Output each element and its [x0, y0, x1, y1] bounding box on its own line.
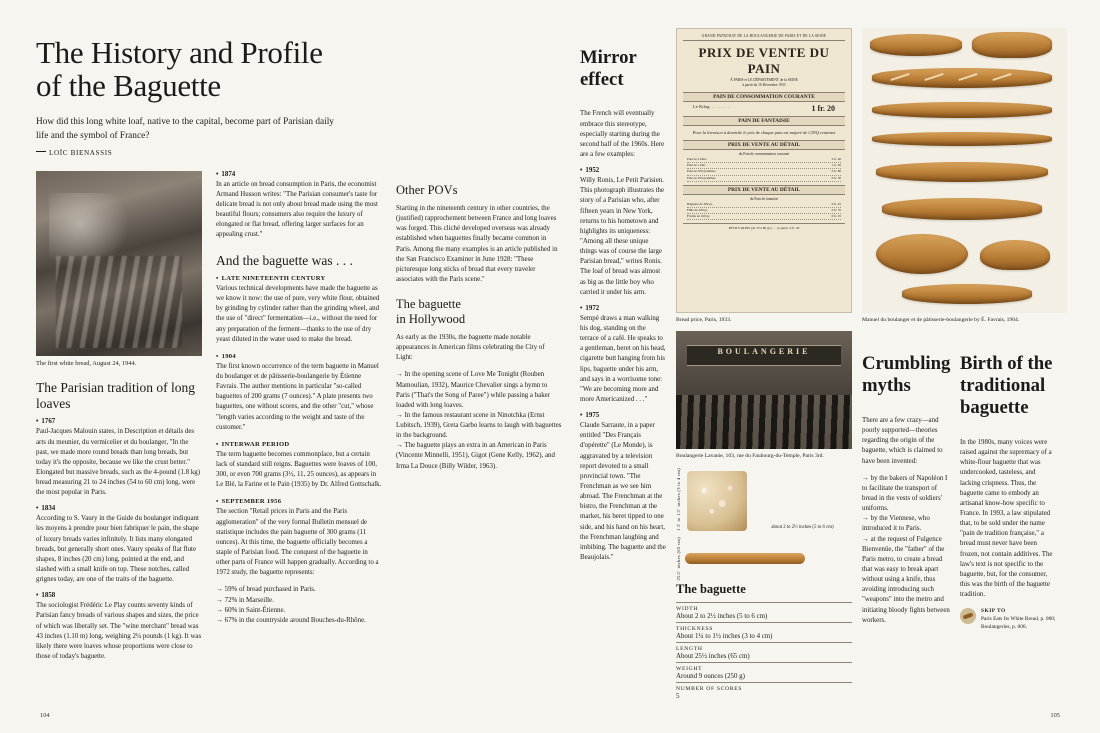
- bakery-archive-photo: [676, 331, 852, 449]
- baguette-cross-section: [687, 471, 747, 531]
- page-title: [36, 36, 552, 102]
- deck-text: How did this long white loaf, native to the capital, become part of Parisian daily life and the symbol of France?: [36, 117, 334, 141]
- right-top-row: [580, 28, 1100, 702]
- myth-item: → at the request of Fulgence Bienvenüe, the "father" of the Paris metro, to create a bread that was easy to break apart without using a knife, thus avoiding introducing such "weapons" into the metro and initiating bloody fights between workers.: [862, 535, 950, 626]
- width-note-wrap: [753, 525, 852, 531]
- baguette-spec-block: [676, 468, 852, 702]
- other-povs-text: Starting in the nineteenth century in other countries, the (justified) rapprochement between France and long loaves was forged. This cliché developed overseas was already established when baguettes finally became common in Paris. Among the many examples is an article published in the San Francisco Examiner in June 1928: "These picturesque long sticks of bread that every traveler associates with the Paris scene.": [396, 205, 558, 284]
- left-column-2: [216, 171, 382, 669]
- was-item-label: • INTERWAR PERIOD: [216, 441, 382, 448]
- poster-price-table: [683, 157, 845, 181]
- folio-left: 104: [40, 712, 50, 719]
- poster-price-value: 1 fr. 20: [811, 104, 835, 114]
- section-heading-other-povs: Other POVs: [396, 182, 458, 197]
- loaf: [872, 132, 1052, 146]
- poster-bar-fantaisie: PAIN DE FANTAISIE: [683, 116, 845, 126]
- poster-bar-detail-1-sub: du Pain de consommation courante: [738, 152, 790, 157]
- birth-column: [960, 335, 1056, 632]
- entry-text: Paul-Jacques Malouin states, in Description et détails des arts du meunier, du vermicelier et du boulanger, "In the past, we made more round breads than long breads, but today it's the opposite, because we like the crust better." Elongated but massive breads, such as the 4-pound (1.8 kg) bread measuring 21 to 24 inches (54 to 60 cm) long, were the most popular in Paris.: [36, 428, 200, 497]
- byline-dash: [36, 151, 46, 152]
- left-body: [36, 170, 562, 669]
- myth-item: → by the bakers of Napoléon I to facilitate the transport of bread in the vests of soldiers' uniforms.: [862, 474, 950, 515]
- poster-price-row: [683, 104, 845, 113]
- entry-year: • 1972: [580, 305, 666, 312]
- entry-year: • 1834: [36, 505, 202, 512]
- spec-row: [676, 602, 852, 622]
- poster-row-label: Flûte de 200 gr.: [687, 207, 708, 212]
- hollywood-item: → In the opening scene of Love Me Tonight (Rouben Mamoulian, 1932), Maurice Chevalier sings a hymn to Paris ("That's the Song of Paree") while passing a baker loaded with long loaves.: [396, 370, 562, 411]
- poster-note: Pour la livraison à domicile le prix de chaque pain est majoré de CINQ centimes: [692, 130, 836, 136]
- section-heading-birth: [960, 353, 1056, 419]
- myths-heading-line-1: Crumbling: [862, 353, 951, 375]
- loaf: [980, 240, 1050, 270]
- entry-text-1874: In an article on bread consumption in Paris, the economist Armand Husson writes: "The Parisian consumer's taste for delicate bread is not only about bread made using the most beautiful flours; consumers also require the luxury of elongated or flat bread, offering larger surfaces for an appealing crust.": [216, 180, 378, 239]
- spec-value: About 1¼ to 1½ inches (3 to 4 cm): [676, 633, 773, 641]
- left-column-3: [396, 171, 562, 669]
- entry-year: • 1975: [580, 412, 666, 419]
- poster-row-label: Baguette de 300 gr.: [687, 201, 713, 206]
- loaf: [870, 34, 962, 56]
- poster-row-label: Pain de 2 kilos: [687, 157, 707, 162]
- was-item: [216, 353, 382, 433]
- stat-line: → 72% in Marseille.: [216, 596, 382, 606]
- loaf: [876, 234, 968, 274]
- poster-top-line: GRAND PATRONAT DE LA BOULANGERIE DE PARIS ET DE LA SEINE: [683, 34, 845, 41]
- poster-row-label: Ficelle de 100 gr.: [687, 213, 710, 218]
- poster-row-value: 0 fr. 35: [831, 207, 841, 212]
- spec-key: WIDTH: [676, 606, 699, 613]
- crumbling-myths-column: [862, 335, 950, 632]
- was-item: [216, 441, 382, 491]
- poster-column: [676, 28, 852, 702]
- bakery-photo-caption: Boulangerie Lavanie, 103, rue du Faubourg-du-Temple, Paris 3rd.: [676, 452, 824, 459]
- entry-text: Sempé draws a man walking his dog, standing on the terrace of a café. He speaks to a gentleman, beret on his head, cigarette butt hanging from his lips, baguette under his arm, and says in a worrisome tone: "We are becoming more and more Americanized . . .": [580, 314, 666, 403]
- poster-table-row: [687, 176, 841, 182]
- byline-author: LOÏC BIENASSIS: [49, 148, 113, 157]
- bakery-sign-text: BOULANGERIE: [687, 345, 842, 366]
- spec-key: LENGTH: [676, 646, 703, 653]
- spec-row: [676, 682, 852, 702]
- tradition-entry: [36, 505, 202, 585]
- birth-text: In the 1980s, many voices were raised against the supremacy of a white-flour baguette that was undercooked, tasteless, and lacking crispness. Thus, the baguette came to embody an artisanal know-how specific to France. In 1993, a law stipulated that, to be sold under the name "pain de tradition française," a bread must never have been frozen, not contain additives. The law's text is not specific to the baguette, but, for the consumer, this was the birth of the baguette tradition.: [960, 438, 1053, 599]
- byline: [36, 149, 552, 157]
- spec-key: WEIGHT: [676, 666, 703, 673]
- hollywood-intro: As early as the 1930s, the baguette made notable appearances in American films celebrating the City of Light:: [396, 333, 545, 362]
- entry-text: Claude Sarraute, in a paper entitled "Des Français d'opérette" (Le Monde), is aggravated by a television report devoted to a small provincial town. "The Frenchman as we see him abroad. The Frenchman at the bistro, the Frenchman at the market, his beret tipped to one side, and his hand on his heart, the Frenchman laughing and imbibing. The baguette and the Beaujolais.": [580, 422, 666, 561]
- title-line-2: of the Baguette: [36, 68, 221, 104]
- section-heading-myths: [862, 353, 950, 397]
- skip-to-refs: Paris Eats Its White Bread, p. 000; Boulangeries, p. 000.: [981, 616, 1056, 630]
- stat-line: → 60% in Saint-Étienne.: [216, 606, 382, 616]
- was-item: [216, 498, 382, 626]
- entry-text: According to S. Vaury in the Guide du boulanger indiquant les moyens à prendre pour bien fabriquer le pain, the shape of luxury breads varies infinitely. It lists many elongated breads, but generally short ones. Vaury speaks of flat flute shapes, 8 inches (20 cm) long, pointed at the end, and slashed with a small knife on top. These notches, called grignes today, are one of the traits of the baguette.: [36, 515, 199, 584]
- poster-row-value: 2 fr. 40: [831, 157, 841, 162]
- thickness-label: 1¼ to 1½ inches (3 to 4 cm): [676, 468, 681, 531]
- spec-value: About 25½ inches (65 cm): [676, 653, 750, 661]
- baguette-icon: [960, 608, 976, 624]
- baguette-diagram: [676, 468, 852, 531]
- spec-value: Around 9 ounces (250 g): [676, 673, 745, 681]
- was-item-text: The section "Retail prices in Paris and the Paris agglomeration" of the very formal Bulletin mensuel de statistique includes the pain baguette of 300 grams (11 ounces). At this time, the baguette officially becomes a staple of Parisian food. The conquest of the baguette in other parts of France will happen gradually. According to a 1972 study, the baguette represents:: [216, 508, 379, 577]
- stat-line: → 59% of bread purchased in Paris.: [216, 585, 382, 595]
- poster-row-label: Pain de 250 grammes: [687, 175, 716, 180]
- birth-heading-line-1: Birth of the: [960, 353, 1053, 375]
- loaf: [972, 32, 1052, 58]
- mirror-entry: [580, 305, 666, 405]
- poster-row-label: Pain de 500 grammes: [687, 169, 716, 174]
- was-item-text: Various technical developments have made the baguette as we know it now: the use of pure, very white flour, obtained by grinding by cylinder rather than the grinding wheel, and the use of "direct" fermentation—i.e., without the need for any preparation of the ferment—thanks to the use of dry yeast diluted in the water used to make the bread.: [216, 285, 380, 343]
- mirror-effect-column: [580, 28, 666, 702]
- bread-plate-illustration: [862, 28, 1067, 313]
- was-item-text: The term baguette becomes commonplace, but a certain lack of standard still reigns. Baguettes were loaves of 100, 300, or even 700 grams (3½, 11, 25 ounces), as appears in Le Blé, la Farine et le Pain (1935) by Dr. Alfred Gottschalk.: [216, 450, 382, 489]
- entry-year-1874: • 1874: [216, 171, 382, 178]
- loaf: [876, 162, 1048, 182]
- poster-row-value: 0 fr. 30: [831, 175, 841, 180]
- spec-key: NUMBER OF SCORES: [676, 686, 743, 693]
- right-page: [566, 28, 1100, 701]
- left-page: [36, 28, 566, 688]
- length-label: 25½ inches (65 cm): [676, 536, 681, 581]
- was-item-label: • 1904: [216, 353, 382, 360]
- poster-row-value: 0 fr. 45: [831, 201, 841, 206]
- poster-bar-courante: PAIN DE CONSOMMATION COURANTE: [683, 92, 845, 102]
- baguette-illustration: [685, 553, 805, 564]
- mirror-entry: [580, 167, 666, 298]
- poster-row-value: 1 fr. 20: [831, 163, 841, 168]
- bread-plate-column: [862, 28, 1067, 702]
- hollywood-heading-line-2: in Hollywood: [396, 311, 466, 326]
- skip-to-label: SKIP TO: [981, 608, 1006, 615]
- poster-footer: PETITS PAINS (de 70 à 80 gr.) . . . la pièce. 0 fr. 20: [683, 223, 845, 230]
- section-heading-mirror-effect: Mirror effect: [580, 46, 637, 90]
- poster-caption: Bread price, Paris, 1933.: [676, 317, 732, 323]
- bread-price-poster: [676, 28, 852, 313]
- poster-table-row: [687, 214, 841, 220]
- myths-intro: There are a few crazy—and poorly supported—theories regarding the origin of the baguette, which is claimed to have been invented:: [862, 416, 943, 465]
- myths-heading-line-2: myths: [862, 375, 911, 397]
- poster-headline: PRIX DE VENTE DU PAIN: [698, 45, 830, 76]
- poster-row-value: 0 fr. 25: [831, 213, 841, 218]
- hollywood-item: → In the famous restaurant scene in Ninotchka (Ernst Lubitsch, 1939), Greta Garbo learns to laugh with baguettes in the background.: [396, 411, 562, 441]
- stat-line: → 67% in the countryside around Bouches-du-Rhône.: [216, 616, 382, 626]
- skip-to-block[interactable]: [960, 608, 1056, 631]
- entry-year: • 1952: [580, 167, 666, 174]
- mirror-intro: The French will eventually embrace this stereotype, especially starting during the second half of the 1960s. Here are a few examples:: [580, 110, 665, 158]
- mirror-entry: [580, 412, 666, 563]
- photo-caption: The first white bread, August 24, 1944.: [36, 359, 137, 367]
- spec-key: THICKNESS: [676, 626, 714, 633]
- folio-right: 105: [1050, 712, 1060, 719]
- birth-heading-line-2: traditional: [960, 375, 1046, 397]
- entry-year: • 1858: [36, 592, 202, 599]
- birth-heading-line-3: baguette: [960, 397, 1029, 419]
- hollywood-item: → The baguette plays an extra in an American in Paris (Vincente Minnelli, 1951), Gigot (Gene Kelly, 1962), and Irma La Douce (Billy Wilder, 1963).: [396, 441, 562, 471]
- spec-row: [676, 642, 852, 662]
- poster-row-value: 0 fr. 60: [831, 169, 841, 174]
- bread-plate-caption: Manuel du boulanger et de pâtisserie-boulangerie by É. Favrais, 1904.: [862, 317, 1020, 323]
- entry-text: Willy Ronis, Le Petit Parisien. This photograph illustrates the story of a Parisian who, after fifteen years in New York, returns to his hometown and highlights its uniqueness: "Among all these unique things was of course the large Parisian bread," writes Ronis. The loaf of bread was almost as big as the little boy who carried it under his arm.: [580, 177, 665, 296]
- spread-columns: [36, 28, 1064, 701]
- spec-row: [676, 662, 852, 682]
- myths-birth-row: [862, 335, 1067, 632]
- bakery-crowd: [676, 395, 852, 448]
- skip-to-text: [981, 608, 1056, 631]
- spec-value: About 2 to 2½ inches (5 to 6 cm): [676, 613, 768, 621]
- bakery-photo-wrap: [676, 331, 852, 461]
- baguette-length-diagram: [676, 537, 852, 580]
- poster-bar-detail-1: PRIX DE VENTE AU DÉTAIL: [683, 140, 845, 150]
- tradition-entry: [36, 592, 202, 662]
- entry-year: • 1767: [36, 418, 202, 425]
- loaf: [902, 284, 1032, 304]
- spec-row: [676, 622, 852, 642]
- was-item: [216, 275, 382, 345]
- entry-text: The sociologist Frédéric Le Play counts seventy kinds of Parisian fancy breads of various shapes and sizes, the price of which was liberally set. The "wine merchant" bread was 43 inches (1.10 m) long, weighing 2¼ pounds (1 kg). It was likely there were loaves whose proportions were close to those of today's baguette.: [36, 602, 202, 661]
- section-heading-hollywood: [396, 297, 562, 326]
- poster-price-label: Le Kilog. . . . . . . . . .: [693, 104, 732, 110]
- bakery-photo-row: [676, 331, 852, 461]
- tradition-entry: [36, 418, 202, 498]
- title-line-1: The History and Profile: [36, 35, 323, 70]
- section-heading-tradition: The Parisian tradition of long loaves: [36, 380, 195, 411]
- was-item-label: • SEPTEMBER 1956: [216, 498, 382, 505]
- section-heading-the-baguette: The baguette: [676, 582, 746, 597]
- was-item-label: • LATE NINETEENTH CENTURY: [216, 275, 382, 282]
- poster-bar-detail-2-sub: du Pain de fantaisie: [749, 196, 779, 201]
- was-item-text: The first known occurrence of the term baguette in Manuel du boulanger et de pâtisserie-boulangerie by Étienne Favrais. The author mentions in particular "so-called baguettes of 200 grams (7 ounces)." A plate presents two baguettes, one without scores, and the other "cut," whose "length varies according to the weight and taste of the customer.": [216, 362, 379, 431]
- poster-bar-detail-2: PRIX DE VENTE AU DÉTAIL: [683, 185, 845, 195]
- poster-subline-2: à partir du 16 Décembre 1933: [742, 83, 786, 88]
- spec-value: 5: [676, 693, 680, 701]
- loaf: [882, 198, 1042, 220]
- myth-item: → by the Viennese, who introduced it to Paris.: [862, 514, 950, 534]
- loaf: [872, 102, 1052, 118]
- left-column-1: [36, 171, 202, 669]
- poster-price-table-2: [683, 202, 845, 220]
- poster-row-label: Pain de 1 kilo: [687, 163, 706, 168]
- hollywood-heading-line-1: The baguette: [396, 297, 461, 312]
- section-heading-and-the-baguette-was: And the baguette was . . .: [216, 252, 353, 268]
- archive-photo-white-bread: [36, 171, 202, 356]
- poster-subline-1: À PARIS et LE DÉPARTEMENT de la SEINE: [730, 78, 798, 82]
- width-label: about 2 to 2½ inches (5 to 6 cm): [771, 524, 834, 530]
